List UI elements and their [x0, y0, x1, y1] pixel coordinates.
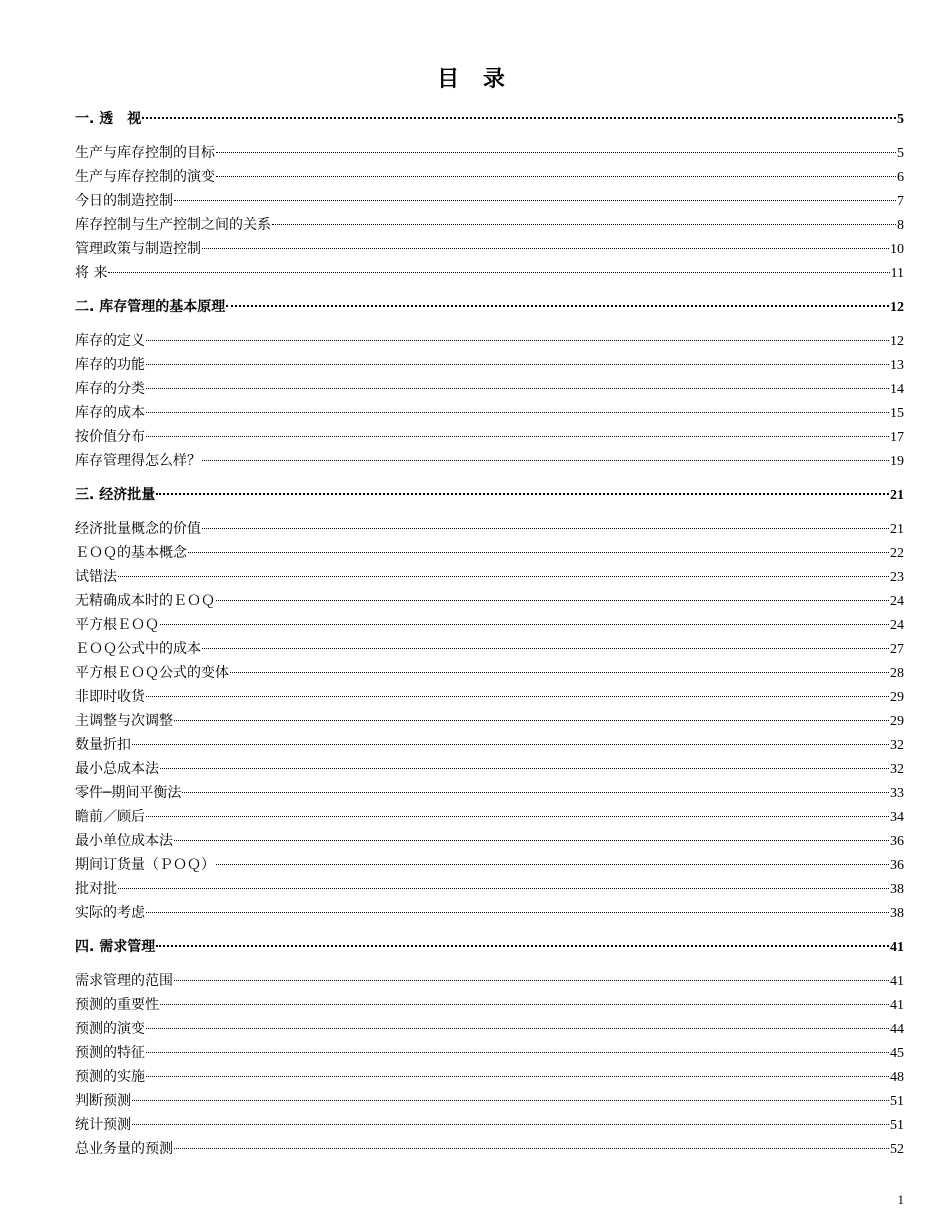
toc-section-entry[interactable] [75, 1065, 904, 1089]
dot-leader [174, 200, 896, 201]
toc-entry-page: 32 [890, 762, 904, 777]
toc-entry-page: 33 [890, 786, 904, 801]
toc-section-entry[interactable] [75, 901, 904, 925]
toc-entry-page: 45 [890, 1046, 904, 1061]
dot-leader [160, 624, 889, 625]
dot-leader [132, 1124, 889, 1125]
toc-entry-page: 22 [890, 546, 904, 561]
toc-section-entry[interactable] [75, 401, 904, 425]
toc-entry-page: 41 [890, 974, 904, 989]
toc-entry-label: 管理政策与制造控制 [75, 241, 201, 257]
dot-leader [174, 720, 889, 721]
table-of-contents [75, 107, 904, 1161]
toc-entry-page: 5 [897, 112, 904, 127]
toc-chapter-entry[interactable] [75, 107, 904, 131]
toc-section-entry[interactable] [75, 1113, 904, 1137]
toc-entry-page: 48 [890, 1070, 904, 1085]
toc-entry-page: 6 [897, 170, 904, 185]
toc-entry-page: 10 [890, 242, 904, 257]
toc-entry-label: 实际的考虑 [75, 905, 145, 921]
toc-entry-label: 无精确成本时的ＥＯＱ [75, 593, 215, 609]
dot-leader [202, 648, 889, 649]
toc-entry-label: 预测的实施 [75, 1069, 145, 1085]
dot-leader [160, 768, 889, 769]
toc-entry-page: 41 [890, 998, 904, 1013]
toc-section-entry[interactable] [75, 853, 904, 877]
toc-entry-page: 21 [890, 522, 904, 537]
toc-entry-page: 29 [890, 690, 904, 705]
page-number: 1 [897, 1192, 904, 1207]
toc-section-entry[interactable] [75, 329, 904, 353]
dot-leader [132, 744, 889, 745]
dot-leader [272, 224, 896, 225]
toc-entry-label: 批对批 [75, 881, 117, 897]
toc-entry-page: 24 [890, 618, 904, 633]
toc-entry-label: 库存管理得怎么样？ [75, 453, 201, 469]
toc-entry-page: 29 [890, 714, 904, 729]
toc-section-entry[interactable] [75, 517, 904, 541]
dot-leader [230, 672, 889, 673]
dot-leader [226, 305, 889, 307]
toc-entry-page: 7 [897, 194, 904, 209]
toc-section-entry[interactable] [75, 165, 904, 189]
toc-entry-label: 今日的制造控制 [75, 193, 173, 209]
toc-section-entry[interactable] [75, 237, 904, 261]
toc-entry-label: 瞻前／顾后 [75, 809, 145, 825]
toc-entry-label: 总业务量的预测 [75, 1141, 173, 1157]
toc-entry-label: 非即时收货 [75, 689, 145, 705]
toc-entry-page: 28 [890, 666, 904, 681]
dot-leader [118, 576, 889, 577]
toc-section-entry[interactable] [75, 589, 904, 613]
toc-entry-label: 库存控制与生产控制之间的关系 [75, 217, 271, 233]
toc-entry-page: 27 [890, 642, 904, 657]
toc-entry-label: 三. 经济批量 [75, 487, 156, 503]
dot-leader [146, 1028, 889, 1029]
toc-entry-label: 生产与库存控制的目标 [75, 145, 215, 161]
toc-entry-page: 14 [890, 382, 904, 397]
toc-entry-label: 一. 透 视 [75, 111, 142, 127]
toc-section-entry[interactable] [75, 805, 904, 829]
toc-entry-label: 预测的演变 [75, 1021, 145, 1037]
dot-leader [156, 945, 889, 947]
toc-entry-page: 32 [890, 738, 904, 753]
dot-leader [202, 528, 889, 529]
toc-entry-label: 试错法 [75, 569, 117, 585]
toc-entry-label: 预测的重要性 [75, 997, 159, 1013]
toc-entry-page: 5 [897, 146, 904, 161]
dot-leader [146, 816, 889, 817]
dot-leader [174, 980, 889, 981]
toc-entry-page: 52 [890, 1142, 904, 1157]
toc-section-entry[interactable] [75, 877, 904, 901]
toc-entry-label: 四. 需求管理 [75, 939, 156, 955]
toc-section-entry[interactable] [75, 377, 904, 401]
dot-leader [174, 1148, 889, 1149]
toc-entry-page: 51 [890, 1118, 904, 1133]
toc-section-entry[interactable] [75, 637, 904, 661]
dot-leader [216, 864, 889, 865]
toc-entry-label: 库存的成本 [75, 405, 145, 421]
toc-entry-label: ＥＯＱ公式中的成本 [75, 641, 201, 657]
dot-leader [146, 1076, 889, 1077]
dot-leader [188, 552, 889, 553]
toc-section-entry[interactable] [75, 353, 904, 377]
toc-section-entry[interactable] [75, 541, 904, 565]
dot-leader [216, 600, 889, 601]
toc-entry-page: 34 [890, 810, 904, 825]
toc-entry-label: 经济批量概念的价值 [75, 521, 201, 537]
toc-section-entry[interactable] [75, 141, 904, 165]
toc-chapter-entry[interactable] [75, 483, 904, 507]
toc-chapter-entry[interactable] [75, 935, 904, 959]
toc-entry-label: 库存的定义 [75, 333, 145, 349]
toc-section-entry[interactable] [75, 613, 904, 637]
toc-entry-label: 预测的特征 [75, 1045, 145, 1061]
toc-entry-label: 平方根ＥＯＱ公式的变体 [75, 665, 229, 681]
toc-section-entry[interactable] [75, 261, 904, 285]
dot-leader [202, 460, 889, 461]
toc-entry-label: 库存的功能 [75, 357, 145, 373]
toc-section-entry[interactable] [75, 781, 904, 805]
dot-leader [108, 272, 889, 273]
toc-entry-label: 平方根ＥＯＱ [75, 617, 159, 633]
toc-section-entry[interactable] [75, 757, 904, 781]
toc-entry-label: 主调整与次调整 [75, 713, 173, 729]
dot-leader [216, 176, 896, 177]
page-title: 目 录 [437, 67, 513, 92]
toc-section-entry[interactable] [75, 709, 904, 733]
toc-entry-label: 将 来 [75, 265, 108, 281]
toc-section-entry[interactable] [75, 449, 904, 473]
toc-entry-label: ＥＯＱ的基本概念 [75, 545, 187, 561]
toc-entry-label: 期间订货量（ＰＯＱ） [75, 857, 215, 873]
toc-entry-label: 库存的分类 [75, 381, 145, 397]
toc-section-entry[interactable] [75, 969, 904, 993]
toc-section-entry[interactable] [75, 565, 904, 589]
toc-section-entry[interactable] [75, 1137, 904, 1161]
dot-leader [216, 152, 896, 153]
toc-section-entry[interactable] [75, 829, 904, 853]
toc-entry-label: 数量折扣 [75, 737, 131, 753]
toc-section-entry[interactable] [75, 213, 904, 237]
toc-entry-page: 24 [890, 594, 904, 609]
toc-entry-label: 按价值分布 [75, 429, 145, 445]
toc-entry-page: 41 [890, 940, 904, 955]
toc-entry-page: 15 [890, 406, 904, 421]
toc-entry-label: 最小单位成本法 [75, 833, 173, 849]
toc-entry-page: 36 [890, 858, 904, 873]
dot-leader [142, 117, 896, 119]
toc-entry-page: 8 [897, 218, 904, 233]
toc-section-entry[interactable] [75, 189, 904, 213]
toc-entry-label: 零件─期间平衡法 [75, 785, 182, 801]
dot-leader [146, 436, 889, 437]
toc-section-entry[interactable] [75, 733, 904, 757]
dot-leader [156, 493, 889, 495]
dot-leader [146, 364, 889, 365]
toc-section-entry[interactable] [75, 1041, 904, 1065]
toc-entry-page: 44 [890, 1022, 904, 1037]
toc-section-entry[interactable] [75, 1089, 904, 1113]
dot-leader [160, 1004, 889, 1005]
toc-entry-page: 23 [890, 570, 904, 585]
toc-section-entry[interactable] [75, 685, 904, 709]
dot-leader [146, 1052, 889, 1053]
dot-leader [146, 388, 889, 389]
toc-section-entry[interactable] [75, 1017, 904, 1041]
toc-entry-page: 51 [890, 1094, 904, 1109]
toc-entry-label: 生产与库存控制的演变 [75, 169, 215, 185]
toc-entry-label: 最小总成本法 [75, 761, 159, 777]
toc-section-entry[interactable] [75, 661, 904, 685]
toc-entry-label: 需求管理的范围 [75, 973, 173, 989]
toc-entry-label: 统计预测 [75, 1117, 131, 1133]
toc-entry-page: 11 [890, 266, 904, 281]
dot-leader [146, 412, 889, 413]
toc-entry-page: 17 [890, 430, 904, 445]
dot-leader [146, 696, 889, 697]
toc-entry-page: 36 [890, 834, 904, 849]
dot-leader [182, 792, 889, 793]
toc-chapter-entry[interactable] [75, 295, 904, 319]
dot-leader [118, 888, 889, 889]
dot-leader [146, 912, 889, 913]
toc-section-entry[interactable] [75, 425, 904, 449]
dot-leader [174, 840, 889, 841]
dot-leader [202, 248, 889, 249]
toc-entry-page: 12 [890, 334, 904, 349]
toc-entry-page: 38 [890, 882, 904, 897]
toc-entry-page: 21 [890, 488, 904, 503]
toc-entry-page: 13 [890, 358, 904, 373]
toc-entry-page: 38 [890, 906, 904, 921]
dot-leader [146, 340, 889, 341]
dot-leader [132, 1100, 889, 1101]
toc-entry-label: 二. 库存管理的基本原理 [75, 299, 226, 315]
toc-entry-label: 判断预测 [75, 1093, 131, 1109]
toc-section-entry[interactable] [75, 993, 904, 1017]
toc-entry-page: 12 [890, 300, 904, 315]
toc-entry-page: 19 [890, 454, 904, 469]
